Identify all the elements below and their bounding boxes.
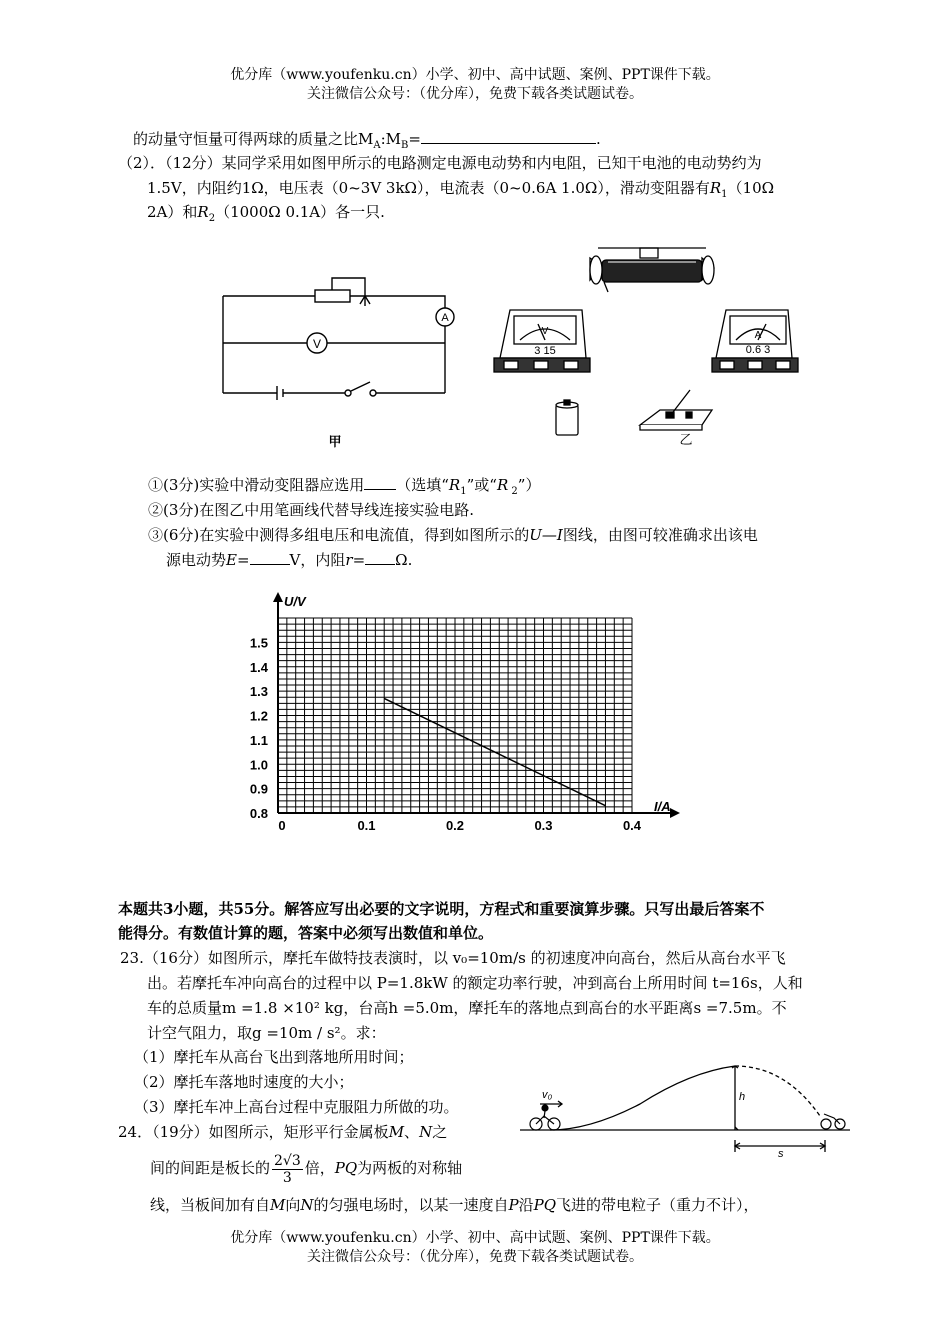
q23-line-4b: 。求：: [340, 1024, 386, 1042]
q24-line-3b: 向: [285, 1196, 301, 1214]
ui-chart: [230, 588, 700, 833]
q24-line-1c: 之: [432, 1123, 448, 1141]
q2-r1-spec: （10Ω: [727, 179, 775, 197]
q23-line-3a: 车的总质量: [147, 999, 223, 1017]
battery-device: [556, 400, 578, 435]
q2-sub-1-b: （选填“: [396, 476, 449, 494]
switch-device: [640, 390, 712, 430]
q1-eq: =: [408, 130, 421, 148]
x-axis-arrow: [670, 808, 680, 818]
motorcycle-icon: [530, 1105, 560, 1130]
figure-s-label: s: [778, 1148, 784, 1160]
q2-sub-1-r2sub: 2: [508, 486, 518, 497]
q2-sub-3-e: E: [226, 551, 237, 569]
q2-sub-3-e2: V，内阻: [289, 551, 346, 569]
voltmeter-device: [494, 310, 590, 372]
q2-sub-3-f: =: [352, 551, 366, 569]
q24-m: M: [388, 1123, 405, 1141]
q23-line-2: 出。若摩托车冲向高台的过程中以 P=1.8kW 的额定功率行驶，冲到高台上所用时间 t=16s，人和: [147, 974, 803, 992]
footer-line-2: 关注微信公众号：（优分库），免费下载各类试题试卷。: [307, 1249, 643, 1265]
q23-line-3: [147, 997, 787, 1019]
q23-line-4a: 计空气阻力，取: [147, 1024, 253, 1042]
instructions-line-2: 能得分。有数值计算的题，答案中必须写出数值和单位。: [118, 924, 494, 942]
q23-gravity: g =10m / s²: [252, 1024, 341, 1042]
q24-frac-num: 2√3: [274, 1152, 301, 1169]
x-tick-label: 0.1: [357, 818, 376, 833]
q24-line-3d: 沿: [518, 1196, 534, 1214]
header-line-2: 关注微信公众号：（优分库），免费下载各类试题试卷。: [307, 86, 643, 102]
q2-r1: R: [709, 179, 722, 197]
q1-mass-a: M: [358, 130, 374, 148]
q2-sub-3-r: r: [345, 551, 353, 569]
q23-part-1: （1）摩托车从高台飞出到落地所用时间；: [134, 1048, 414, 1066]
figure-label-yi: 乙: [679, 432, 693, 445]
q24-n: N: [419, 1123, 433, 1141]
q23-line-1: 23.（16分）如图所示，摩托车做特技表演时，以 v₀=10m/s 的初速度冲向高台，然后从高台水平飞: [120, 949, 786, 967]
q24-pq: PQ: [334, 1159, 358, 1177]
q23-height: h =5.0m: [388, 999, 454, 1017]
figure-v0-label: v₀: [542, 1089, 553, 1101]
q24-line-3e: 飞进的带电粒子（重力不计），: [556, 1196, 759, 1214]
q24-line-3-n: N: [300, 1196, 314, 1214]
q2-line-3: [147, 201, 385, 230]
ammeter-device-label: A: [754, 330, 762, 341]
q24-sep: 、: [404, 1123, 420, 1141]
q24-line-2a: 间的间距是板长的: [150, 1159, 271, 1177]
q1-answer-blank[interactable]: [421, 128, 596, 144]
q2-sub-3-text: ③(6分)在实验中测得多组电压和电流值，得到如图所示的: [148, 526, 530, 544]
q24-fraction: [272, 1153, 303, 1186]
q2-sub-3-line-2: [166, 549, 412, 571]
rheostat: [590, 248, 714, 292]
figure-label-jia: 甲: [328, 434, 342, 449]
q24-line-1: [118, 1121, 447, 1143]
voltmeter-label: V: [312, 337, 322, 351]
x-tick-label: 0.4: [622, 818, 642, 833]
q2-sub-3: [148, 524, 758, 546]
q24-line-2b: 倍，: [304, 1159, 335, 1177]
chart-grid: [278, 618, 632, 813]
x-axis-label: I/A: [654, 799, 671, 814]
q1-sub-a: A: [373, 140, 381, 151]
motorcycle-ramp-figure: [520, 1058, 860, 1168]
q23-line-3d: 。不: [756, 999, 787, 1017]
q1-sub-b: B: [401, 140, 409, 151]
q2-sub-1-r1sub: 1: [460, 486, 467, 497]
q24-frac-den: 3: [282, 1169, 292, 1186]
y-tick-label: 1.1: [249, 732, 268, 748]
q24-line-3-p: P: [508, 1196, 519, 1214]
q1-tail-text: 的动量守恒量可得两球的质量之比: [133, 130, 359, 148]
q2-line-2-text: 1.5V，内阻约1Ω，电压表（0~3V 3kΩ），电流表（0~0.6A 1.0Ω），滑动变阻器有: [147, 179, 710, 197]
circuit-diagram-jia: [215, 268, 465, 453]
header-line-1: 优分库（www.youfenku.cn）小学、初中、高中试题、案例、PPT课件下载。: [230, 67, 720, 83]
q24-line-3c: 的匀强电场时，以某一速度自: [313, 1196, 509, 1214]
q24-line-3: [150, 1194, 759, 1216]
q2-r1-sub: 1: [721, 189, 728, 200]
y-tick-label: 1.5: [249, 635, 268, 651]
q2-line-3a: 2A）和: [147, 203, 198, 221]
q2-sub-1-d: ”）: [517, 476, 541, 494]
q23-line-3c: ，摩托车的落地点到高台的水平距离: [453, 999, 694, 1017]
q24-line-3a: 线，当板间加有自: [150, 1196, 271, 1214]
page-footer: [0, 1229, 950, 1267]
q2-r2-sub: 2: [208, 213, 216, 224]
q2-sub-1-c: ”或“: [466, 476, 497, 494]
ammeter-label: A: [441, 312, 449, 324]
y-tick-label: 0.9: [249, 781, 268, 797]
q2-r2: R: [197, 203, 209, 221]
q1-mass-b: :M: [380, 130, 402, 148]
q2-sub-1-blank[interactable]: [364, 474, 396, 490]
q24-line-1a: 24．（19分）如图所示，矩形平行金属板: [118, 1123, 389, 1141]
figure-h-label: h: [739, 1091, 746, 1103]
landing-motorcycle-icon: [821, 1114, 845, 1129]
q23-part-2: （2）摩托车落地时速度的大小；: [134, 1073, 354, 1091]
page-header: [0, 66, 950, 104]
y-tick-label: 1.2: [249, 708, 268, 724]
footer-line-1: 优分库（www.youfenku.cn）小学、初中、高中试题、案例、PPT课件下载。: [230, 1230, 720, 1246]
resistance-answer-blank[interactable]: [365, 549, 395, 565]
chart-axes: [273, 592, 680, 818]
x-tick-label: 0.2: [445, 818, 465, 833]
ammeter-device: [712, 310, 798, 372]
q23-distance: s =7.5m: [693, 999, 757, 1017]
q24-line-3-pq: PQ: [533, 1196, 557, 1214]
x-tick-label: 0: [278, 818, 286, 833]
emf-answer-blank[interactable]: [250, 549, 290, 565]
q2-sub-3-d: =: [236, 551, 250, 569]
ammeter-scale: 0.6 3: [745, 344, 771, 356]
y-tick-label: 1.3: [249, 684, 268, 700]
q2-line-1: （2）．（12分）某同学采用如图甲所示的电路测定电源电动势和内电阻，已知干电池的电动势约为: [118, 154, 762, 172]
voltmeter-scale: 3 15: [534, 345, 556, 357]
y-axis-label: U/V: [284, 594, 306, 609]
q2-sub-3-ui: U—I: [529, 526, 563, 544]
q2-sub-3-c: 源电动势: [166, 551, 227, 569]
q2-sub-1-r1: R: [448, 476, 461, 494]
y-tick-label: 1.0: [249, 757, 268, 773]
q24-line-2c: 为两板的对称轴: [357, 1159, 463, 1177]
q24-line-3-m: M: [270, 1196, 286, 1214]
instructions-line-1: 本题共3小题，共55分。解答应写出必要的文字说明，方程式和重要演算步骤。只写出最后答案不: [118, 900, 765, 918]
q2-sub-2: ②(3分)在图乙中用笔画线代替导线连接实验电路.: [148, 501, 475, 519]
y-tick-label: 0.8: [249, 806, 268, 821]
q2-sub-1-text: ①(3分)实验中滑动变阻器应选用: [148, 476, 365, 494]
q2-sub-3-b: 图线，由图可较准确求出该电: [562, 526, 758, 544]
q2-line-3b: （1000Ω 0.1A）各一只.: [215, 203, 385, 221]
q23-line-3b: ，台高: [343, 999, 389, 1017]
q2-sub-3-g: Ω.: [395, 551, 413, 569]
q2-sub-1-r2: R: [496, 476, 509, 494]
q24-line-2: [150, 1148, 462, 1188]
equipment-figure-yi: [490, 240, 810, 445]
q23-mass: m =1.8 ×10² kg: [222, 999, 344, 1017]
x-tick-label: 0.3: [534, 818, 553, 833]
voltmeter-device-label: V: [541, 326, 549, 337]
y-tick-label: 1.4: [249, 659, 268, 675]
y-axis-arrow: [273, 592, 283, 602]
q1-end: .: [595, 130, 601, 148]
q23-part-3: （3）摩托车冲上高台过程中克服阻力所做的功。: [134, 1098, 459, 1116]
q23-line-4: [147, 1022, 386, 1044]
